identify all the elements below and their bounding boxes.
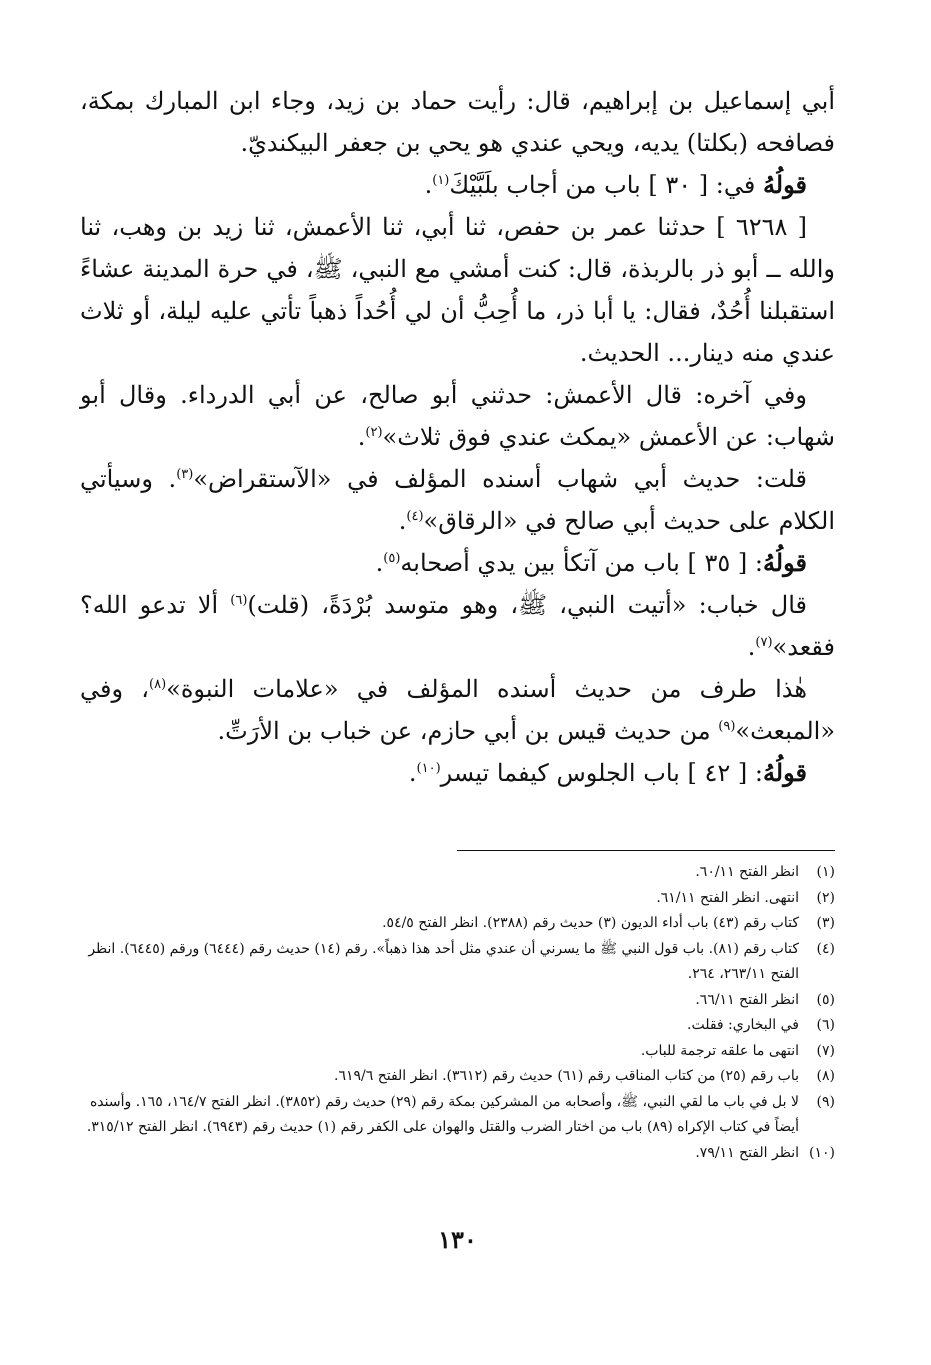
text-run: . <box>747 633 756 661</box>
text-run: وفي آخره: قال الأعمش: حدثني أبو صالح، عن أبي الدرداء. وقال أبو شهاب: عن الأعمش «يمكث عندي فوق ثلاث» <box>80 381 835 451</box>
footnote-text: لا بل في باب ما لقي النبي، ﷺ، وأصحابه من المشركين بمكة رقم (٢٩) حديث رقم (٣٨٥٢). انظر الفتح ١٦٤/٧، ١٦٥. وأسنده أيضاً في كتاب الإكراه (٨٩) باب من اختار الضرب والقتل والهوان على الكفر رقم (١) حديث رقم (٦٩٤٣). انظر الفتح ٣١٥/١٢. <box>86 1093 799 1135</box>
text-run: ، وفي «المبعث» <box>80 675 835 745</box>
text-run: هٰذا طرف من حديث أسنده المؤلف في «علامات النبوة» <box>166 675 807 703</box>
footnote-number: (١) <box>816 864 835 880</box>
footnote-ref: (٥) <box>383 551 401 566</box>
footnote-text: انظر الفتح ٦٦/١١. <box>695 991 799 1008</box>
footnote-number: (٧) <box>816 1042 835 1059</box>
text-run: قلت: حديث أبي شهاب أسنده المؤلف في «الآستقراض» <box>193 465 807 493</box>
footnote-ref: (٩) <box>718 719 736 734</box>
chapter-heading <box>80 752 835 794</box>
footnote <box>80 860 835 886</box>
footnote-number: (٩) <box>816 1093 835 1110</box>
footnote-text: باب رقم (٢٥) من كتاب المناقب رقم (٦١) حديث رقم (٣٦١٢). انظر الفتح ٦١٩/٦. <box>334 1068 799 1084</box>
footnote-text: انظر الفتح ٧٩/١١. <box>695 1144 799 1161</box>
footnote-divider <box>457 850 835 851</box>
paragraph <box>80 668 835 752</box>
footnotes <box>80 860 835 1166</box>
footnote-number: (٤) <box>816 940 835 957</box>
footnote <box>80 886 835 912</box>
paragraph <box>80 458 835 542</box>
footnote-ref: (١٠) <box>416 761 441 776</box>
footnote-number: (٣) <box>816 915 835 931</box>
footnote <box>80 1039 835 1065</box>
footnote-ref: (٨) <box>149 677 167 692</box>
main-text <box>80 80 835 794</box>
page-number: ١٣٠ <box>438 1225 477 1254</box>
paragraph: [ ٦٢٦٨ ] حدثنا عمر بن حفص، ثنا أبي، ثنا الأعمش، ثنا زيد بن وهب، ثنا والله ــ أبو ذر بالربذة، قال: كنت أمشي مع النبي، ﷺ، في حرة المدينة عشاءً استقبلنا أُحُدٌ، فقال: يا أبا ذر، ما أُحِبُّ أن لي أُحُداً ذهباً تأتي عليه ليلة، أو ثلاث عندي منه دينار... الحديث. <box>80 213 835 367</box>
text-run: . <box>398 507 407 535</box>
footnote-text: في البخاري: فقلت. <box>687 1017 799 1033</box>
footnote-text: انتهى. انظر الفتح ٦١/١١. <box>656 889 799 906</box>
footnote <box>80 1064 835 1090</box>
heading-lead: قولُهُ <box>762 548 807 577</box>
text-run: ألا تدعو الله؟ فقعد» <box>80 591 835 661</box>
paragraph <box>80 584 835 668</box>
footnote-text: انظر الفتح ٦٠/١١. <box>695 864 799 880</box>
footnote-number: (٦) <box>816 1017 835 1033</box>
heading-end: . <box>408 759 417 787</box>
footnote <box>80 988 835 1014</box>
text-run: من حديث قيس بن أبي حازم، عن خباب بن الأرَتِّ. <box>217 717 719 745</box>
heading-end: . <box>375 549 384 577</box>
footnote-text: كتاب رقم (٤٣) باب أداء الديون (٣) حديث رقم (٢٣٨٨). انظر الفتح ٥٤/٥. <box>382 915 799 931</box>
paragraph: أبي إسماعيل بن إبراهيم، قال: رأيت حماد بن زيد، وجاء ابن المبارك بمكة، فصافحه (بكلتا) يديه، ويحي عندي هو يحي بن جعفر البيكنديّ. <box>80 87 835 157</box>
heading-end: . <box>424 171 433 199</box>
footnote-number: (٢) <box>816 889 835 906</box>
heading-text: في: [ ٣٠ ] باب من أجاب بلَبَّيْكَ <box>449 171 763 199</box>
footnote-ref: (٢) <box>365 425 383 440</box>
footnote <box>80 1141 835 1167</box>
heading-text: : [ ٤٢ ] باب الجلوس كيفما تيسر <box>440 759 763 787</box>
footnote-text: كتاب رقم (٨١). باب قول النبي ﷺ ما يسرني أن عندي مثل أحد هذا ذهباً». رقم (١٤) حديث رقم (٦٤٤٤) ورقم (٦٤٤٥). انظر الفتح ٢٦٣/١١، ٢٦٤. <box>88 940 799 982</box>
text-run: . وسيأتي الكلام على حديث أبي صالح في «الرقاق» <box>80 465 835 535</box>
heading-lead: قولُهُ <box>762 758 807 787</box>
text-run: قال خباب: «أتيت النبي، ﷺ، وهو متوسد بُرْدَةً، (قلت) <box>247 591 807 619</box>
footnote <box>80 937 835 988</box>
footnote-number: (٥) <box>816 991 835 1008</box>
chapter-heading <box>80 542 835 584</box>
footnote-number: (١٠) <box>809 1144 835 1161</box>
footnote-ref: (٤) <box>406 509 424 524</box>
footnote <box>80 1013 835 1039</box>
chapter-heading <box>80 164 835 206</box>
footnote-number: (٨) <box>816 1068 835 1084</box>
text-run: . <box>357 423 366 451</box>
footnote-text: انتهى ما علقه ترجمة للباب. <box>640 1042 799 1059</box>
footnote <box>80 1090 835 1141</box>
heading-text: : [ ٣٥ ] باب من آتكأ بين يدي أصحابه <box>400 549 763 577</box>
footnote-ref: (٣) <box>176 467 194 482</box>
footnote-ref: (٦) <box>230 593 248 608</box>
footnote <box>80 911 835 937</box>
footnote-ref: (٧) <box>755 635 773 650</box>
page <box>80 80 835 1254</box>
footnote-ref: (١) <box>432 173 450 188</box>
heading-lead: قولُهُ <box>762 170 807 199</box>
paragraph <box>80 374 835 458</box>
